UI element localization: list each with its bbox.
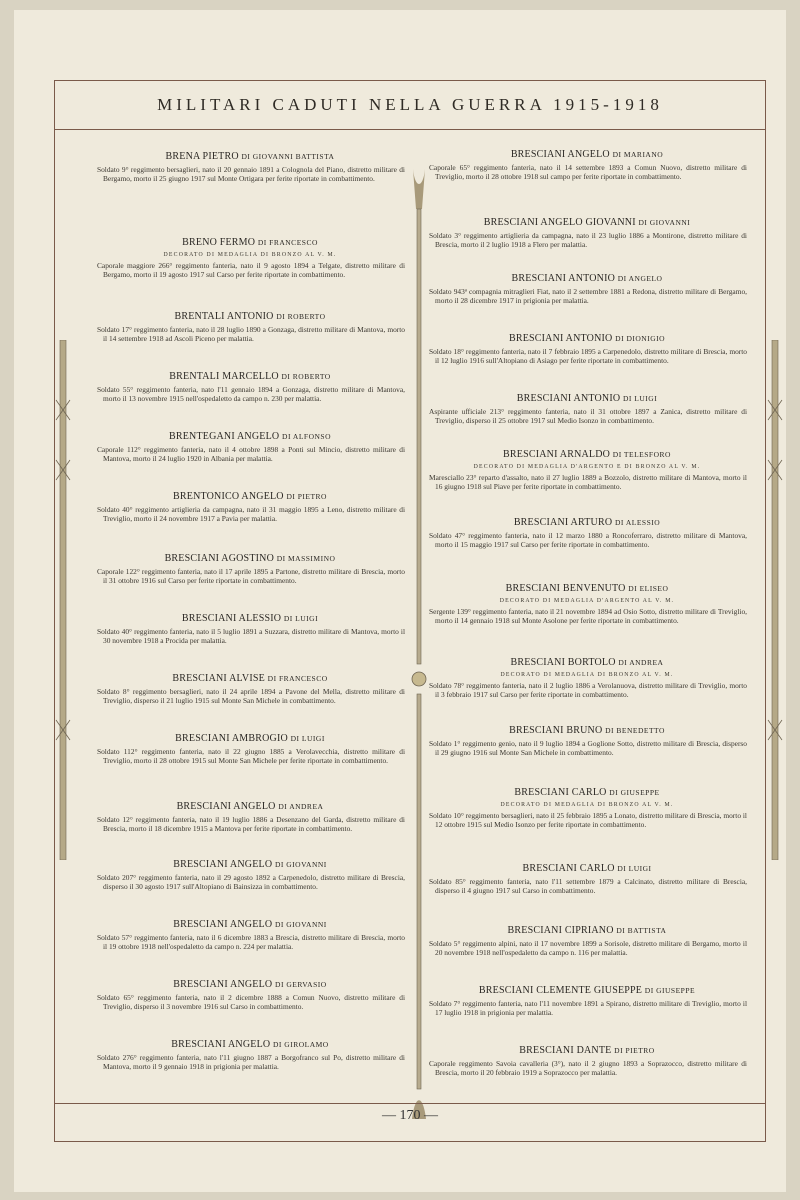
- entry-text: Caporale 112° reggimento fanteria, nato il 4 ottobre 1898 a Ponti sul Mincio, distretto militare di Mantova, morto il 24 luglio 1920 in Albania per malattia.: [97, 445, 405, 464]
- soldier-father: DI MASSIMINO: [276, 554, 336, 563]
- soldier-father: DI DIONIGIO: [615, 334, 666, 343]
- roll-entry: [427, 985, 747, 1018]
- soldier-name: [427, 273, 747, 284]
- entry-text: Soldato 112° reggimento fanteria, nato il 22 giugno 1885 a Verolavecchia, distretto militare di Treviglio, morto il 28 ottobre 1915 sul Monte San Michele per ferite riportate in combattimento.: [97, 747, 405, 766]
- entry-text: Soldato 40° reggimento artiglieria da campagna, nato il 31 maggio 1895 a Leno, distretto militare di Treviglio, morto il 24 novembre 1917 a Pavia per malattia.: [97, 505, 405, 524]
- roll-entry: [95, 553, 405, 586]
- roll-entry: [95, 431, 405, 464]
- entry-text: Soldato 57° reggimento fanteria, nato il 6 dicembre 1883 a Brescia, distretto militare di Brescia, morto il 19 ottobre 1918 nell'ospedaletto da campo n. 224 per malattia.: [97, 933, 405, 952]
- left-pole-ornament-icon: [50, 340, 76, 860]
- soldier-name: [95, 151, 405, 162]
- entry-text: Caporale 122° reggimento fanteria, nato il 17 aprile 1895 a Partone, distretto militare di Brescia, morto il 31 ottobre 1916 sul Carso per ferite riportate in combattimento.: [97, 567, 405, 586]
- roll-entry: [95, 1039, 405, 1072]
- roll-entry: [427, 1045, 747, 1078]
- soldier-name: [95, 371, 405, 382]
- entry-text: Soldato 40° reggimento fanteria, nato il 5 luglio 1891 a Suzzara, distretto militare di Mantova, morto il 30 novembre 1918 a Procida per malattia.: [97, 627, 405, 646]
- roll-entry: [95, 613, 405, 646]
- roll-entry: [95, 979, 405, 1012]
- soldier-father: DI FRANCESCO: [267, 674, 328, 683]
- roll-entry: [427, 517, 747, 550]
- right-pole-ornament-icon: [762, 340, 788, 860]
- entry-text: Maresciallo 23° reparto d'assalto, nato il 27 luglio 1889 a Bozzolo, distretto militare di Mantova, morto il 16 giugno 1918 sul Piave per ferite riportate in combattimento.: [429, 473, 747, 492]
- soldier-name: [95, 801, 405, 812]
- soldier-father: DI ROBERTO: [281, 372, 331, 381]
- soldier-name: [427, 217, 747, 228]
- soldier-name: [427, 393, 747, 404]
- soldier-father: DI GIROLAMO: [273, 1040, 329, 1049]
- soldier-name: [95, 553, 405, 564]
- soldier-surname: BRESCIANI BORTOLO: [510, 657, 616, 668]
- roll-entry: [427, 149, 747, 182]
- soldier-father: DI GIUSEPPE: [644, 986, 696, 995]
- soldier-surname: BRESCIANI CIPRIANO: [507, 925, 614, 936]
- roll-entry: [427, 217, 747, 250]
- roll-entry: [95, 371, 405, 404]
- roll-entry: [95, 491, 405, 524]
- document-page: [14, 10, 786, 1192]
- entry-text: Soldato 55° reggimento fanteria, nato l'11 gennaio 1894 a Gonzaga, distretto militare di Mantova, morto il 13 novembre 1915 nell'ospedaletto da campo n. 230 per malattia.: [97, 385, 405, 404]
- soldier-name: [427, 657, 747, 668]
- soldier-surname: BRESCIANI ANTONIO: [511, 273, 616, 284]
- soldier-name: [427, 1045, 747, 1056]
- entry-text: Caporale 65° reggimento fanteria, nato il 14 settembre 1893 a Comun Nuovo, distretto militare di Treviglio, morto il 28 ottobre 1918 sul campo per ferite riportate in combattimento.: [429, 163, 747, 182]
- decoration-note: DECORATO DI MEDAGLIA D'ARGENTO E DI BRONZO AL V. M.: [473, 464, 701, 470]
- entry-text: Caporale maggiore 266° reggimento fanteria, nato il 9 agosto 1894 a Telgate, distretto militare di Bergamo, morto il 19 agosto 1917 sul Carso per ferite riportate in combattimento.: [97, 261, 405, 280]
- soldier-surname: BRENO FERMO: [182, 237, 256, 248]
- entry-text: Soldato 12° reggimento fanteria, nato il 19 luglio 1886 a Desenzano del Garda, distretto militare di Brescia, morto il 18 dicembre 1915 a Mantova per ferite riportate in combattimento.: [97, 815, 405, 834]
- soldier-name: [95, 1039, 405, 1050]
- soldier-surname: BRESCIANI ARTURO: [513, 517, 613, 528]
- soldier-surname: BRESCIANI CARLO: [522, 863, 615, 874]
- center-ornament-icon: [411, 169, 427, 1119]
- entry-text: Soldato 1° reggimento genio, nato il 9 luglio 1894 a Goglione Sotto, distretto militare di Brescia, disperso il 29 giugno 1916 sul Monte San Michele in combattimento.: [429, 739, 747, 758]
- soldier-name: [427, 787, 747, 798]
- soldier-name: [427, 925, 747, 936]
- soldier-surname: BRESCIANI DANTE: [519, 1045, 612, 1056]
- soldier-surname: BRESCIANI ALESSIO: [181, 613, 282, 624]
- soldier-surname: BRESCIANI ANGELO: [510, 149, 610, 160]
- soldier-name: [427, 985, 747, 996]
- footer-divider: [55, 1103, 765, 1104]
- soldier-name: [95, 311, 405, 322]
- soldier-name: [95, 733, 405, 744]
- soldier-father: DI BATTISTA: [616, 926, 667, 935]
- roll-entry: [95, 801, 405, 834]
- soldier-name: [427, 725, 747, 736]
- soldier-father: DI GIOVANNI: [638, 218, 691, 227]
- soldier-father: DI MARIANO: [612, 150, 664, 159]
- soldier-name: [427, 333, 747, 344]
- page-title: MILITARI CADUTI NELLA GUERRA 1915-1918: [157, 95, 663, 114]
- soldier-surname: BRESCIANI ALVISE: [172, 673, 265, 684]
- decoration-note: DECORATO DI MEDAGLIA DI BRONZO AL V. M.: [163, 252, 337, 258]
- soldier-surname: BRESCIANI CLEMENTE GIUSEPPE: [478, 985, 643, 996]
- soldier-father: DI FRANCESCO: [257, 238, 318, 247]
- soldier-father: DI GIOVANNI BATTISTA: [241, 152, 335, 161]
- entry-text: Soldato 7° reggimento fanteria, nato l'11 novembre 1891 a Spirano, distretto militare di Treviglio, morto il 17 luglio 1918 in prigionia per malattia.: [429, 999, 747, 1018]
- soldier-surname: BRENTALI MARCELLO: [169, 371, 279, 382]
- soldier-father: DI LUIGI: [290, 734, 325, 743]
- roll-entry: [427, 863, 747, 896]
- entry-text: Soldato 9° reggimento bersaglieri, nato il 20 gennaio 1891 a Colognola del Piano, distretto militare di Bergamo, morto il 25 giugno 1917 sul Monte Ortigara per ferite riportate in combattimento.: [97, 165, 405, 184]
- soldier-surname: BRESCIANI BRUNO: [509, 725, 603, 736]
- soldier-father: DI ALESSIO: [614, 518, 661, 527]
- roll-entry: [95, 151, 405, 184]
- decoration-note: DECORATO DI MEDAGLIA DI BRONZO AL V. M.: [500, 672, 674, 678]
- entry-text: Soldato 47° reggimento fanteria, nato il 12 marzo 1880 a Roncoferraro, distretto militare di Mantova, morto il 15 maggio 1917 sul Carso per ferite riportate in combattimento.: [429, 531, 747, 550]
- entry-text: Soldato 207° reggimento fanteria, nato il 29 agosto 1892 a Carpenedolo, distretto militare di Brescia, disperso il 30 agosto 1917 sull'Altopiano di Bainsizza in combattimento.: [97, 873, 405, 892]
- soldier-surname: BRESCIANI CARLO: [514, 787, 607, 798]
- soldier-father: DI LUIGI: [623, 394, 658, 403]
- entry-text: Soldato 3° reggimento artiglieria da campagna, nato il 23 luglio 1886 a Montirone, distretto militare di Brescia, morto il 2 luglio 1918 a Flero per malattia.: [429, 231, 747, 250]
- roll-entry: [427, 787, 747, 830]
- soldier-name: [427, 149, 747, 160]
- entry-text: Soldato 78° reggimento fanteria, nato il 2 luglio 1886 a Verolanuova, distretto militare di Treviglio, morto il 3 febbraio 1917 sul Carso per ferite riportate in combattimento.: [429, 681, 747, 700]
- soldier-surname: BRESCIANI AGOSTINO: [164, 553, 275, 564]
- roll-entry: [427, 583, 747, 626]
- soldier-name: [95, 491, 405, 502]
- soldier-father: DI ANDREA: [278, 802, 324, 811]
- soldier-surname: BRESCIANI ANTONIO: [508, 333, 613, 344]
- soldier-name: [95, 613, 405, 624]
- entry-text: Soldato 85° reggimento fanteria, nato l'11 settembre 1879 a Calcinato, distretto militare di Brescia, disperso il 4 giugno 1917 sul Carso in combattimento.: [429, 877, 747, 896]
- soldier-father: DI ELISEO: [628, 584, 669, 593]
- soldier-name: [427, 863, 747, 874]
- soldier-surname: BRESCIANI ARNALDO: [503, 449, 611, 460]
- entry-text: Soldato 5° reggimento alpini, nato il 17 novembre 1899 a Sorisole, distretto militare di Bergamo, morto il 20 novembre 1918 nell'ospedaletto da campo n. 116 per malattia.: [429, 939, 747, 958]
- soldier-father: DI GIOVANNI: [274, 920, 327, 929]
- soldier-father: DI ANDREA: [618, 658, 664, 667]
- roll-entry: [427, 393, 747, 426]
- soldier-surname: BRENA PIETRO: [165, 151, 239, 162]
- entry-text: Caporale reggimento Savoia cavalleria (3°), nato il 2 giugno 1893 a Soprazocco, distretto militare di Brescia, morto il 20 febbraio 1919 a Soprazocco per malattia.: [429, 1059, 747, 1078]
- decoration-note: DECORATO DI MEDAGLIA DI BRONZO AL V. M.: [500, 802, 674, 808]
- soldier-father: DI ANGELO: [617, 274, 663, 283]
- roll-entry: [95, 311, 405, 344]
- soldier-surname: BRESCIANI ANGELO: [176, 801, 276, 812]
- soldier-surname: BRESCIANI ANTONIO: [516, 393, 621, 404]
- soldier-father: DI ALFONSO: [282, 432, 331, 441]
- entry-text: Aspirante ufficiale 213° reggimento fanteria, nato il 31 ottobre 1897 a Zanica, distretto militare di Treviglio, disperso il 25 ottobre 1917 sul Medio Isonzo in combattimento.: [429, 407, 747, 426]
- soldier-father: DI GIUSEPPE: [609, 788, 660, 797]
- entry-text: Soldato 276° reggimento fanteria, nato l'11 giugno 1887 a Borgofranco sul Po, distretto militare di Mantova, morto il 9 gennaio 1918 in prigionia per malattia.: [97, 1053, 405, 1072]
- roll-entry: [427, 333, 747, 366]
- soldier-surname: BRESCIANI ANGELO: [173, 859, 273, 870]
- soldier-name: [95, 237, 405, 248]
- soldier-name: [427, 449, 747, 460]
- soldier-name: [427, 517, 747, 528]
- soldier-name: [95, 979, 405, 990]
- entry-text: Soldato 17° reggimento fanteria, nato il 28 luglio 1890 a Gonzaga, distretto militare di Mantova, morto il 14 settembre 1918 ad Ascoli Piceno per malattia.: [97, 325, 405, 344]
- soldier-surname: BRENTEGANI ANGELO: [168, 431, 280, 442]
- soldier-name: [427, 583, 747, 594]
- roll-entry: [427, 725, 747, 758]
- entry-text: Soldato 8° reggimento bersaglieri, nato il 24 aprile 1894 a Pavone del Mella, distretto militare di Treviglio, disperso il 21 luglio 1915 sul Monte San Michele in combattimento.: [97, 687, 405, 706]
- soldier-father: DI GERVASIO: [275, 980, 327, 989]
- soldier-father: DI LUIGI: [617, 864, 652, 873]
- soldier-surname: BRENTALI ANTONIO: [174, 311, 274, 322]
- entry-text: Soldato 18° reggimento fanteria, nato il 7 febbraio 1895 a Carpenedolo, distretto militare di Brescia, morto il 12 luglio 1916 sull'Altopiano di Asiago per ferite riportate in combattimento.: [429, 347, 747, 366]
- soldier-surname: BRENTONICO ANGELO: [173, 491, 284, 502]
- soldier-surname: BRESCIANI BENVENUTO: [505, 583, 626, 594]
- roll-entry: [95, 919, 405, 952]
- decoration-note: DECORATO DI MEDAGLIA D'ARGENTO AL V. M.: [499, 598, 675, 604]
- soldier-name: [95, 431, 405, 442]
- entry-text: Sergente 139° reggimento fanteria, nato il 21 novembre 1894 ad Osio Sotto, distretto militare di Treviglio, morto il 14 gennaio 1918 sul Monte Asolone per ferite riportate in combattimento.: [429, 607, 747, 626]
- soldier-name: [95, 919, 405, 930]
- soldier-surname: BRESCIANI ANGELO: [171, 1039, 271, 1050]
- roll-entry: [95, 733, 405, 766]
- soldier-father: DI BENEDETTO: [605, 726, 665, 735]
- roll-entry: [427, 925, 747, 958]
- soldier-name: [95, 859, 405, 870]
- soldier-name: [95, 673, 405, 684]
- roll-entry: [95, 673, 405, 706]
- soldier-surname: BRESCIANI ANGELO: [173, 919, 273, 930]
- soldier-father: DI TELESFORO: [612, 450, 671, 459]
- soldier-father: DI PIETRO: [614, 1046, 655, 1055]
- soldier-father: DI PIETRO: [286, 492, 327, 501]
- soldier-surname: BRESCIANI ANGELO: [173, 979, 273, 990]
- page-frame: [54, 80, 766, 1142]
- roll-entry: [427, 273, 747, 306]
- soldier-father: DI LUIGI: [283, 614, 319, 623]
- page-header: [55, 81, 765, 130]
- soldier-father: DI ROBERTO: [276, 312, 326, 321]
- entry-text: Soldato 10° reggimento bersaglieri, nato il 25 febbraio 1895 a Lonato, distretto militare di Brescia, morto il 12 ottobre 1915 sul Medio Isonzo per ferite riportate in combattimento.: [429, 811, 747, 830]
- roll-entry: [95, 237, 405, 280]
- entry-text: Soldato 943ª compagnia mitraglieri Fiat, nato il 2 settembre 1881 a Redona, distretto militare di Bergamo, morto il 28 dicembre 1917 in prigionia per malattia.: [429, 287, 747, 306]
- soldier-surname: BRESCIANI ANGELO GIOVANNI: [483, 217, 636, 228]
- roll-entry: [95, 859, 405, 892]
- soldier-surname: BRESCIANI AMBROGIO: [175, 733, 288, 744]
- entry-text: Soldato 65° reggimento fanteria, nato il 2 dicembre 1888 a Comun Nuovo, distretto militare di Treviglio, disperso il 3 novembre 1916 sul Carso in combattimento.: [97, 993, 405, 1012]
- soldier-father: DI GIOVANNI: [274, 860, 327, 869]
- page-number: — 170 —: [382, 1108, 438, 1123]
- roll-entry: [427, 449, 747, 492]
- roll-entry: [427, 657, 747, 700]
